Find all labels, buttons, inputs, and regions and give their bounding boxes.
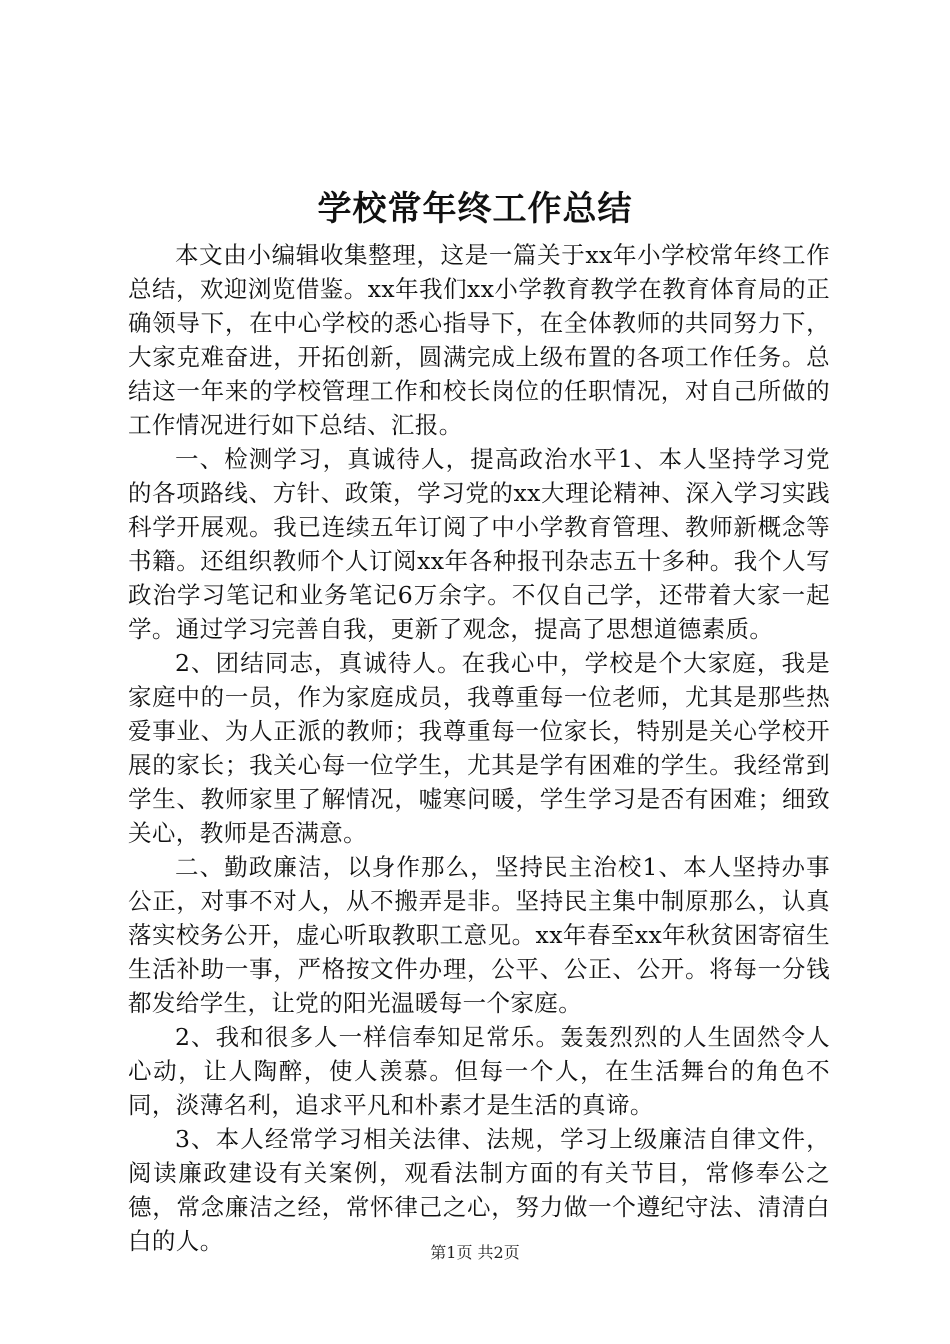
paragraph-intro: 本文由小编辑收集整理，这是一篇关于xx年小学校常年终工作总结，欢迎浏览借鉴。xx年我们xx小学教育教学在教育体育局的正确领导下，在中心学校的悉心指导下，在全体教师的共同努力下，大家克难奋进，开拓创新，圆满完成上级布置的各项工作任务。总结这一年来的学校管理工作和校长岗位的任职情况，对自己所做的工作情况进行如下总结、汇报。: [128, 241, 830, 439]
paragraph-section-2: 二、勤政廉洁，以身作那么，坚持民主治校1、本人坚持办事公正，对事不对人，从不搬弄是非。坚持民主集中制原那么，认真落实校务公开，虚心听取教职工意见。xx年春至xx年秋贫困寄宿生生活补助一事，严格按文件办理，公平、公正、公开。将每一分钱都发给学生，让党的阳光温暖每一个家庭。: [128, 853, 830, 1017]
paragraph-section-1: 一、检测学习，真诚待人，提高政治水平1、本人坚持学习党的各项路线、方针、政策，学习党的xx大理论精神、深入学习实践科学开展观。我已连续五年订阅了中小学教育管理、教师新概念等书籍。还组织教师个人订阅xx年各种报刊杂志五十多种。我个人写政治学习笔记和业务笔记6万余字。不仅自己学，还带着大家一起学。通过学习完善自我，更新了观念，提高了思想道德素质。: [128, 445, 830, 643]
document-title: 学校常年终工作总结: [317, 189, 633, 229]
paragraph-section-2-3: 3、本人经常学习相关法律、法规，学习上级廉洁自律文件，阅读廉政建设有关案例，观看法制方面的有关节目，常修奉公之德，常念廉洁之经，常怀律己之心，努力做一个遵纪守法、清清白白的人。: [128, 1125, 830, 1255]
page-footer: 第1页 共2页: [430, 1243, 520, 1262]
paragraph-section-1-2: 2、团结同志，真诚待人。在我心中，学校是个大家庭，我是家庭中的一员，作为家庭成员，我尊重每一位老师，尤其是那些热爱事业、为人正派的教师；我尊重每一位家长，特别是关心学校开展的家长；我关心每一位学生，尤其是学有困难的学生。我经常到学生、教师家里了解情况，嘘寒问暖，学生学习是否有困难；细致关心，教师是否满意。: [128, 649, 830, 847]
paragraph-section-2-2: 2、我和很多人一样信奉知足常乐。轰轰烈烈的人生固然令人心动，让人陶醉，使人羡慕。但每一个人，在生活舞台的角色不同，淡薄名利，追求平凡和朴素才是生活的真谛。: [128, 1023, 830, 1119]
document-body: [128, 238, 830, 1258]
